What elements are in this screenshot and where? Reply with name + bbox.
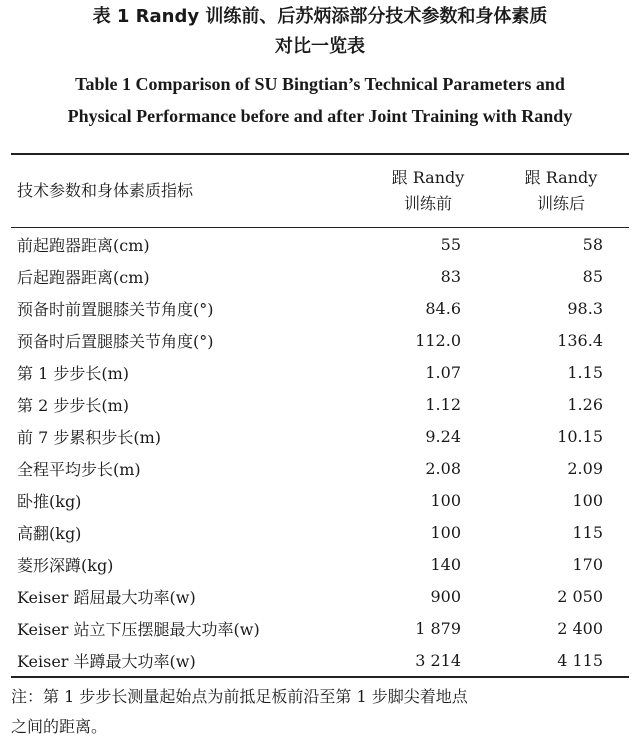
row-label: 第 2 步步长(m)	[17, 395, 130, 415]
row-after-value: 58	[582, 234, 603, 254]
row-before-value: 100	[430, 490, 461, 510]
row-before-value: 9.24	[425, 426, 461, 446]
table-row	[11, 324, 629, 356]
row-before-value: 1.12	[425, 394, 461, 414]
row-after-value: 170	[572, 554, 603, 574]
table-row	[11, 548, 629, 580]
table-row	[11, 612, 629, 644]
header-after-line2: 训练后	[536, 194, 585, 213]
row-after-value: 2 050	[557, 586, 603, 606]
table-row	[11, 516, 629, 548]
comparison-table	[11, 153, 629, 678]
row-after-value: 2 400	[557, 618, 603, 638]
row-label: 前 7 步累积步长(m)	[17, 427, 162, 447]
table-row	[11, 292, 629, 324]
table-note	[11, 682, 629, 742]
table-row	[11, 452, 629, 484]
row-before-value: 3 214	[415, 650, 461, 670]
row-label: 第 1 步步长(m)	[17, 363, 130, 383]
table-row	[11, 580, 629, 612]
table-row	[11, 228, 629, 261]
header-after	[493, 154, 629, 228]
table-header-row	[11, 154, 629, 228]
row-before-value: 112.0	[415, 330, 461, 350]
row-before-value: 55	[440, 234, 461, 254]
row-label: 预备时后置腿膝关节角度(°)	[17, 331, 214, 351]
row-label: Keiser 半蹲最大功率(w)	[17, 651, 196, 671]
row-after-value: 1.26	[567, 394, 603, 414]
table-row	[11, 260, 629, 292]
row-after-value: 10.15	[557, 426, 603, 446]
table-row	[11, 356, 629, 388]
caption-en-line1: Table 1 Comparison of SU Bingtian’s Technical Parameters and	[75, 74, 565, 94]
row-label: 前起跑器距离(cm)	[17, 235, 150, 255]
table-row	[11, 388, 629, 420]
row-after-value: 136.4	[557, 330, 603, 350]
table-caption-en	[0, 68, 640, 132]
table-caption-cn	[0, 2, 640, 62]
row-after-value: 4 115	[557, 650, 603, 670]
row-after-value: 115	[572, 522, 603, 542]
row-label: Keiser 站立下压摆腿最大功率(w)	[17, 619, 260, 639]
caption-cn-line2: 对比一览表	[275, 36, 365, 57]
caption-cn-line1: 表 1 Randy 训练前、后苏炳添部分技术参数和身体素质	[92, 6, 548, 27]
comparison-table-wrap	[11, 153, 629, 678]
row-after-value: 85	[582, 266, 603, 286]
table-row	[11, 484, 629, 516]
row-label: 菱形深蹲(kg)	[17, 555, 114, 575]
note-line1: 注：第 1 步步长测量起始点为前抵足板前沿至第 1 步脚尖着地点	[11, 687, 468, 706]
row-after-value: 2.09	[567, 458, 603, 478]
row-label: Keiser 蹈屈最大功率(w)	[17, 587, 196, 607]
row-label: 全程平均步长(m)	[17, 459, 141, 479]
row-before-value: 100	[430, 522, 461, 542]
header-before	[363, 154, 493, 228]
table-row	[11, 420, 629, 452]
row-label: 后起跑器距离(cm)	[17, 267, 150, 287]
row-before-value: 2.08	[425, 458, 461, 478]
note-line2: 之间的距离。	[11, 717, 108, 736]
header-before-line2: 训练前	[403, 194, 452, 213]
header-before-line1: 跟 Randy	[391, 168, 465, 187]
row-label: 卧推(kg)	[17, 491, 82, 511]
row-before-value: 1 879	[415, 618, 461, 638]
row-before-value: 140	[430, 554, 461, 574]
row-before-value: 83	[440, 266, 461, 286]
table-body	[11, 228, 629, 678]
row-label: 高翻(kg)	[17, 523, 82, 543]
row-after-value: 98.3	[567, 298, 603, 318]
row-after-value: 100	[572, 490, 603, 510]
header-label: 技术参数和身体素质指标	[17, 181, 194, 200]
caption-en-line2: Physical Performance before and after Joint Training with Randy	[67, 106, 573, 126]
row-label: 预备时前置腿膝关节角度(°)	[17, 299, 214, 319]
table-row	[11, 644, 629, 677]
row-before-value: 1.07	[425, 362, 461, 382]
row-before-value: 900	[430, 586, 461, 606]
row-after-value: 1.15	[567, 362, 603, 382]
header-after-line1: 跟 Randy	[524, 168, 598, 187]
row-before-value: 84.6	[425, 298, 461, 318]
